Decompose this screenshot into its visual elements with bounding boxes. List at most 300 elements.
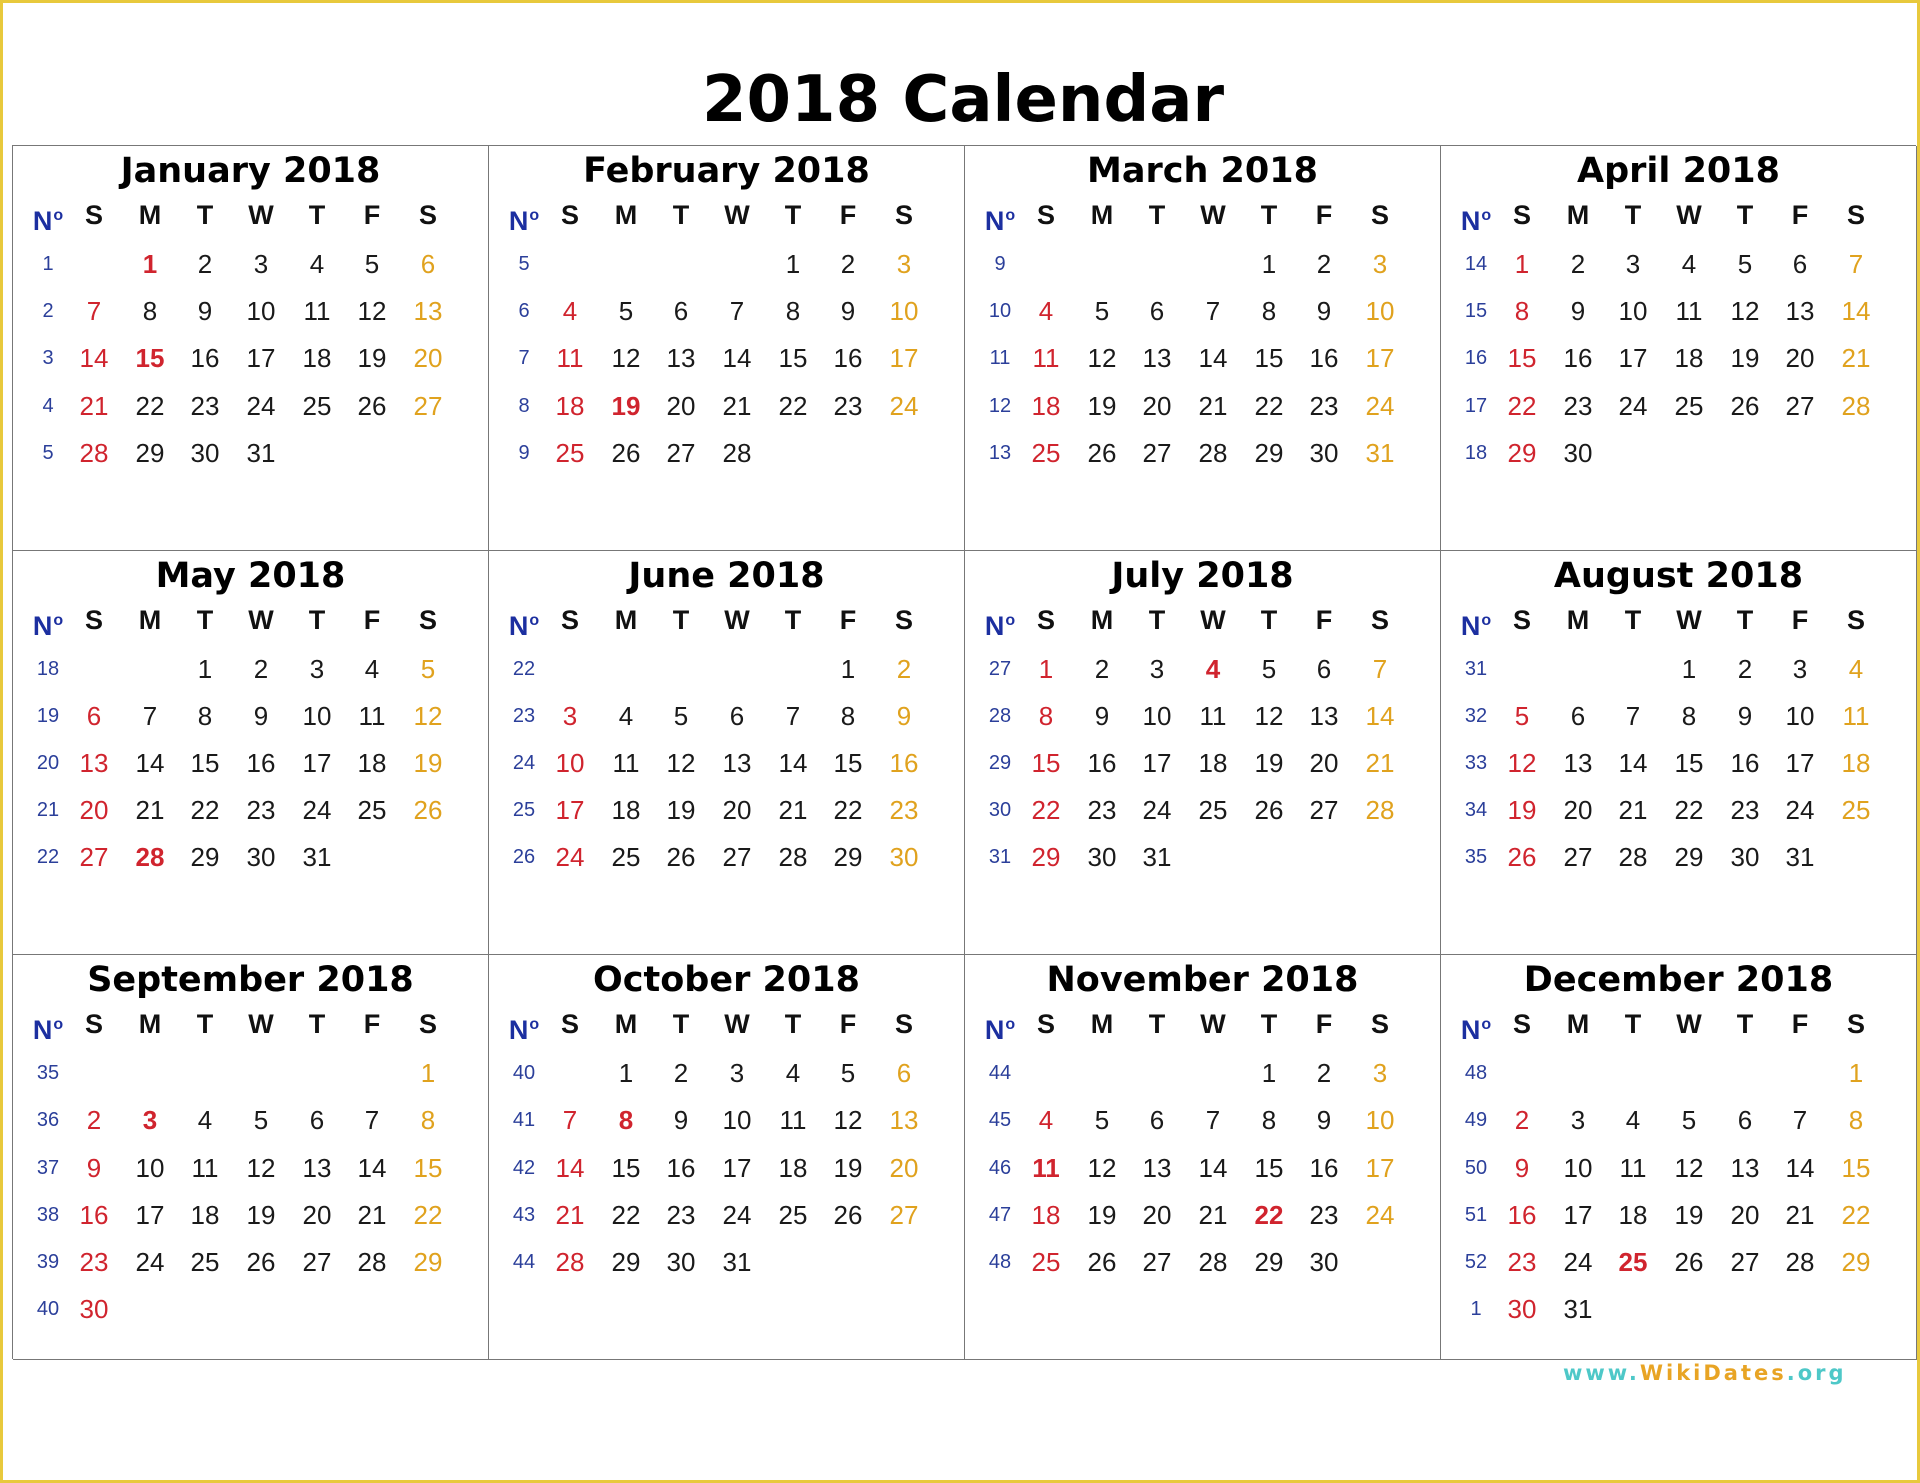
day-cell: 25 [1841,795,1871,826]
day-cell: 1 [142,249,158,279]
day-cell [820,1239,876,1286]
day-cell: 12 [666,747,696,778]
day-cell: 27 [1142,1246,1172,1277]
day-cell: 8 [618,1105,634,1136]
week-row [1441,787,1916,834]
day-cell [876,430,932,477]
day-cell: 30 [666,1246,696,1277]
weekday-header: T [1148,604,1166,635]
day-cell: 4 [618,700,634,731]
month-panel [489,955,965,1360]
weekday-header-row [13,1001,488,1048]
day-cell: 7 [1372,653,1388,684]
day-cell [122,1050,178,1097]
day-cell: 18 [357,747,387,778]
week-row [1441,430,1916,477]
day-cell [1661,1286,1717,1333]
day-cell: 12 [413,700,443,731]
day-cell: 25 [190,1246,220,1277]
day-cell: 29 [135,437,165,468]
day-cell: 8 [142,296,158,327]
weekday-header: W [1200,1009,1226,1040]
day-cell: 26 [833,1199,863,1230]
day-cell: 19 [1087,1199,1117,1230]
weekday-header: M [1090,200,1114,230]
day-cell: 25 [555,437,585,468]
week-number: 5 [42,441,54,464]
day-cell [66,646,122,693]
week-number-header-sup: o [529,207,540,224]
day-cell: 10 [1563,1152,1593,1183]
weekday-header: T [1148,1009,1166,1040]
day-cell: 14 [555,1152,585,1183]
day-cell: 12 [1674,1152,1704,1183]
month-title: August 2018 [1553,555,1804,596]
day-cell: 4 [309,249,325,279]
day-cell [233,1050,289,1097]
week-row [489,430,964,477]
day-cell: 27 [1730,1246,1760,1277]
day-cell [1018,1050,1074,1097]
day-cell: 16 [1309,343,1339,374]
week-row [489,740,964,787]
weekday-header: W [1676,1009,1702,1040]
day-cell: 5 [364,249,380,279]
month-title: May 2018 [155,555,346,596]
weekday-header: F [1315,604,1333,635]
day-cell: 21 [1365,747,1395,778]
week-number-header-label: N [1460,206,1481,236]
weekday-header: M [614,604,638,635]
day-cell: 26 [1254,795,1284,826]
week-row [13,1145,488,1192]
day-cell [344,430,400,477]
weekday-header: S [1846,604,1865,635]
day-cell [1828,834,1884,881]
day-cell [1550,646,1606,693]
weekday-header: M [614,1009,638,1040]
day-cell [1352,1239,1408,1286]
week-number-header-label: N [508,610,529,641]
day-cell: 14 [1198,1152,1228,1183]
day-cell: 15 [1254,343,1284,374]
week-number-header-sup: o [53,207,64,224]
day-cell: 6 [729,700,745,731]
week-row [489,1097,964,1144]
day-cell [1605,1286,1661,1333]
day-cell: 24 [1618,390,1648,421]
day-cell: 30 [1087,842,1117,873]
day-cell: 7 [1792,1105,1808,1136]
day-cell [1772,430,1828,477]
day-cell: 25 [1618,1246,1648,1277]
day-cell: 6 [1737,1105,1753,1136]
day-cell: 29 [1841,1246,1871,1277]
week-number: 19 [36,704,60,727]
day-cell: 10 [1365,296,1395,327]
week-number: 49 [1464,1109,1488,1132]
weekday-header: S [1846,200,1865,230]
day-cell: 1 [420,1058,436,1089]
day-cell: 9 [1737,700,1753,731]
week-row [489,383,964,430]
weekday-header: W [1200,604,1226,635]
day-cell [1018,241,1074,288]
month-panel [13,551,489,956]
day-cell: 10 [1142,700,1172,731]
day-cell: 4 [1681,249,1697,279]
week-row [965,1145,1440,1192]
week-number: 1 [42,253,54,275]
day-cell: 4 [785,1058,801,1089]
day-cell: 19 [1730,343,1760,374]
week-number: 26 [512,846,536,869]
day-cell: 11 [191,1152,219,1183]
month-panel [13,955,489,1360]
day-cell: 16 [889,747,919,778]
weekday-header: F [1791,604,1809,635]
day-cell: 27 [722,842,752,873]
day-cell: 23 [1309,390,1339,421]
day-cell: 17 [722,1152,752,1183]
day-cell: 18 [302,343,332,374]
weekday-header: W [1676,200,1702,230]
weekday-header-row [965,192,1440,239]
week-row [13,1050,488,1097]
week-number: 9 [518,441,530,464]
week-row [965,1192,1440,1239]
weekday-header: T [1624,1009,1642,1040]
day-cell [1129,1050,1185,1097]
week-number: 36 [36,1109,60,1132]
month-title: December 2018 [1523,960,1834,1001]
day-cell [1074,241,1130,288]
day-cell: 12 [1254,700,1284,731]
day-cell: 29 [833,842,863,873]
footer-site-link[interactable] [1563,1361,1847,1385]
day-cell: 2 [86,1105,102,1136]
day-cell: 24 [246,390,276,421]
weekday-header: T [196,200,214,230]
day-cell: 5 [1261,653,1277,684]
day-cell: 12 [611,343,641,374]
day-cell: 8 [1261,296,1277,327]
weekday-header: M [138,200,162,230]
day-cell: 22 [1841,1199,1871,1230]
weekday-header: S [1370,1009,1389,1040]
weekday-header: S [418,1009,437,1040]
week-row [489,834,964,881]
month-panel [1441,955,1917,1360]
weekday-header: M [1566,604,1590,635]
day-cell: 17 [1785,747,1815,778]
day-cell: 29 [611,1246,641,1277]
day-cell: 25 [357,795,387,826]
day-cell: 23 [1087,795,1117,826]
day-cell: 25 [611,842,641,873]
weekday-header: W [724,1009,750,1040]
day-cell: 31 [722,1246,752,1277]
day-cell [66,241,122,288]
day-cell: 1 [1038,653,1054,684]
day-cell: 30 [246,842,276,873]
day-cell: 14 [135,747,165,778]
day-cell: 13 [79,747,109,778]
week-row [13,646,488,693]
day-cell: 14 [1618,747,1648,778]
day-cell [1605,646,1661,693]
weekday-header: S [560,604,579,635]
day-cell: 11 [1032,1152,1060,1183]
day-cell: 27 [666,437,696,468]
month-title: March 2018 [1087,151,1318,191]
day-cell: 27 [1563,842,1593,873]
weekday-header: S [1512,1009,1531,1040]
day-cell [765,430,821,477]
day-cell: 1 [1261,1058,1277,1089]
month-title: September 2018 [87,960,414,1001]
day-cell: 14 [1198,343,1228,374]
day-cell: 3 [253,249,269,279]
day-cell: 12 [357,296,387,327]
day-cell: 24 [889,390,919,421]
weekday-header: M [138,1009,162,1040]
day-cell: 27 [889,1199,919,1230]
day-cell: 31 [302,842,332,873]
day-cell: 28 [135,842,165,873]
week-row [489,288,964,335]
day-cell: 16 [79,1199,109,1230]
day-cell: 9 [896,700,912,731]
day-cell [400,430,456,477]
day-cell: 4 [1038,296,1054,327]
day-cell: 27 [413,390,443,421]
day-cell: 26 [1730,390,1760,421]
day-cell: 26 [611,437,641,468]
weekday-header: S [418,604,437,635]
week-row [965,693,1440,740]
day-cell: 11 [1675,296,1703,327]
day-cell [1605,430,1661,477]
weekday-header: T [308,604,326,635]
day-cell: 2 [1316,249,1332,279]
day-cell: 8 [785,296,801,327]
day-cell: 10 [1618,296,1648,327]
day-cell: 26 [1087,437,1117,468]
week-number: 15 [1464,300,1488,323]
day-cell: 17 [1365,343,1395,374]
weekday-header: F [1791,1009,1809,1040]
day-cell: 27 [1309,795,1339,826]
day-cell [1828,1286,1884,1333]
month-panel [1441,551,1917,956]
week-number: 42 [512,1156,536,1179]
week-number-header-label: N [984,1015,1005,1046]
weekday-header: T [1624,200,1642,230]
day-cell [1494,1050,1550,1097]
day-cell [542,1050,598,1097]
day-cell [598,646,654,693]
day-cell: 17 [1142,747,1172,778]
day-cell: 31 [1142,842,1172,873]
week-number-header-label: N [1460,610,1481,641]
week-row [489,646,964,693]
day-cell: 7 [1205,296,1221,327]
week-number: 16 [1464,347,1488,370]
weekday-header: S [894,604,913,635]
day-cell: 28 [1785,1246,1815,1277]
weekday-header: T [1260,200,1278,230]
week-number: 20 [36,751,60,774]
weekday-header: S [1512,604,1531,635]
day-cell: 20 [1309,747,1339,778]
day-cell: 15 [413,1152,443,1183]
week-row [1441,834,1916,881]
week-number: 52 [1464,1250,1488,1273]
day-cell: 26 [666,842,696,873]
day-cell: 24 [1563,1246,1593,1277]
day-cell: 29 [1674,842,1704,873]
day-cell: 19 [1087,390,1117,421]
day-cell [400,1286,456,1333]
day-cell: 29 [1031,842,1061,873]
week-number: 48 [1464,1062,1488,1085]
day-cell: 10 [889,296,919,327]
day-cell: 22 [413,1199,443,1230]
week-number-header-sup: o [1005,611,1016,629]
day-cell: 13 [302,1152,332,1183]
day-cell: 17 [889,343,919,374]
week-row [965,288,1440,335]
week-row [489,1239,964,1286]
footer-suffix: .org [1786,1361,1847,1385]
weekday-header: T [672,1009,690,1040]
day-cell [765,1239,821,1286]
week-number: 35 [36,1062,60,1085]
week-number: 45 [988,1109,1012,1132]
week-number-header-sup: o [1005,1016,1016,1034]
week-row [1441,693,1916,740]
day-cell: 3 [562,700,578,731]
day-cell: 29 [190,842,220,873]
day-cell: 18 [555,390,585,421]
day-cell: 21 [1198,390,1228,421]
day-cell: 9 [673,1105,689,1136]
week-number: 51 [1464,1203,1488,1226]
day-cell: 12 [1087,1152,1117,1183]
week-number: 32 [1464,704,1488,727]
weekday-header: S [1036,604,1055,635]
day-cell: 30 [1309,1246,1339,1277]
week-row [1441,1286,1916,1333]
day-cell: 10 [302,700,332,731]
day-cell: 28 [1618,842,1648,873]
day-cell: 11 [358,700,386,731]
day-cell: 22 [611,1199,641,1230]
weekday-header: W [248,200,274,230]
day-cell: 17 [1618,343,1648,374]
day-cell: 9 [253,700,269,731]
day-cell: 18 [1618,1199,1648,1230]
day-cell [1717,1286,1773,1333]
week-row [965,335,1440,382]
week-number: 1 [1470,1298,1482,1321]
day-cell: 16 [1087,747,1117,778]
month-title: October 2018 [593,960,860,1001]
week-row [1441,1097,1916,1144]
day-cell: 23 [1309,1199,1339,1230]
page-title: 2018 Calendar [701,63,1225,137]
day-cell: 3 [1625,249,1641,279]
day-cell: 7 [562,1105,578,1136]
day-cell: 20 [1142,1199,1172,1230]
day-cell: 28 [555,1246,585,1277]
day-cell: 3 [309,653,325,684]
week-number: 24 [512,751,536,774]
day-cell: 15 [611,1152,641,1183]
week-number: 17 [1464,394,1488,417]
week-number-header-label: N [32,206,53,236]
week-row [965,383,1440,430]
week-row [1441,1239,1916,1286]
day-cell: 7 [785,700,801,731]
day-cell: 7 [86,296,102,327]
weekday-header: T [672,200,690,230]
day-cell: 22 [1674,795,1704,826]
weekday-header: T [308,1009,326,1040]
day-cell: 8 [1514,296,1530,327]
week-number: 40 [512,1062,536,1085]
day-cell: 8 [1681,700,1697,731]
day-cell: 22 [1031,795,1061,826]
day-cell: 28 [79,437,109,468]
week-number: 38 [36,1203,60,1226]
day-cell [1494,646,1550,693]
day-cell: 4 [197,1105,213,1136]
week-number-header-label: N [32,610,53,641]
day-cell: 21 [1198,1199,1228,1230]
day-cell: 6 [1316,653,1332,684]
weekday-header-row [1441,1001,1916,1048]
day-cell: 28 [778,842,808,873]
week-row [1441,383,1916,430]
weekday-header: W [248,1009,274,1040]
day-cell: 28 [722,437,752,468]
week-number: 7 [518,347,530,370]
week-row [965,646,1440,693]
day-cell: 7 [1848,249,1864,279]
week-number: 18 [36,657,60,680]
month-grid [12,145,1916,1359]
week-number: 34 [1464,799,1488,822]
week-number: 18 [1464,441,1488,464]
day-cell: 19 [666,795,696,826]
day-cell [122,646,178,693]
week-number: 50 [1464,1156,1488,1179]
week-row [965,1050,1440,1097]
week-row [489,1192,964,1239]
day-cell: 12 [246,1152,276,1183]
week-number-header-label: N [984,610,1005,641]
day-cell: 17 [1563,1199,1593,1230]
day-cell [542,646,598,693]
day-cell: 11 [1032,343,1060,374]
weekday-header: T [196,1009,214,1040]
day-cell: 2 [840,249,856,279]
day-cell [1661,430,1717,477]
day-cell: 13 [1785,296,1815,327]
day-cell: 13 [413,296,443,327]
